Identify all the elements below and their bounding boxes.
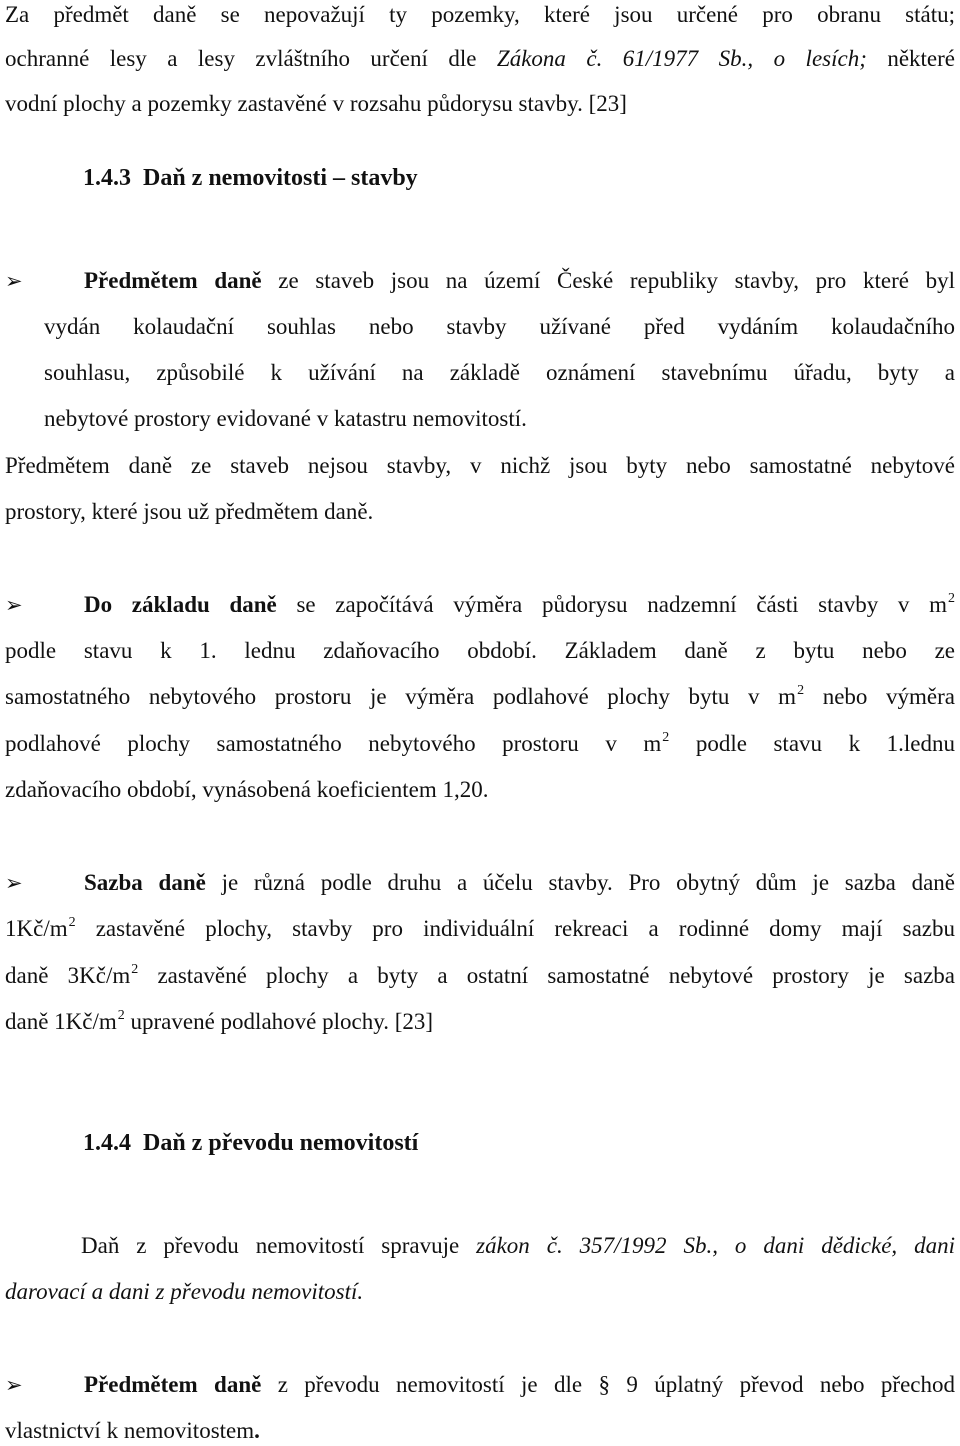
intro-line-1: Za předmět daně se nepovažují ty pozemky, které jsou určené pro obranu státu;	[5, 2, 955, 27]
law-reference-transfer-title-cont: darovací a dani z převodu nemovitostí.	[5, 1279, 364, 1304]
rate-line-2-text: 1Kč/m	[5, 916, 68, 941]
rate-line-2-end: zastavěné plochy, stavby pro individuální rekreaci a rodinné domy mají sazbu	[75, 916, 955, 941]
base-line-3-text: samostatného nebytového prostoru je výměra podlahové plochy bytu v m	[5, 684, 797, 709]
bullet-arrow-icon: ➢	[5, 269, 23, 293]
law-reference-forests-title: , o lesích;	[747, 46, 867, 71]
superscript: 2	[117, 1008, 125, 1023]
base-line-5: zdaňovacího období, vynásobená koeficientem 1,20.	[5, 777, 489, 802]
intro-line-2-end: některé	[866, 46, 956, 71]
subject-line-1	[84, 266, 955, 296]
subject-line-2: vydán kolaudační souhlas nebo stavby užívané před vydáním kolaudačního	[44, 314, 955, 339]
base-lead: Do základu daně	[84, 592, 277, 617]
section-title: Daň z převodu nemovitostí	[143, 1130, 419, 1156]
superscript: 2	[797, 683, 805, 698]
subject-line-3: souhlasu, způsobilé k užívání na základě oznámení stavebnímu úřadu, byty a	[44, 360, 955, 385]
base-line-4	[5, 729, 955, 763]
rate-line-3-text: daně 3Kč/m	[5, 963, 131, 988]
section-number: 1.4.4	[83, 1130, 131, 1156]
rate-line-4-text: daně 1Kč/m	[5, 1009, 117, 1034]
rate-lead: Sazba daně	[84, 870, 206, 895]
bullet-arrow-icon: ➢	[5, 593, 23, 617]
bullet-arrow-icon: ➢	[5, 1373, 23, 1397]
subject-line-1-text: ze staveb jsou na území České republiky stavby, pro které byl	[261, 268, 955, 293]
section-heading-1-4-3	[83, 163, 418, 193]
superscript: 2	[68, 915, 76, 930]
superscript: 2	[131, 962, 139, 977]
rate-line-4	[5, 1007, 433, 1041]
subject-line-4: nebytové prostory evidované v katastru nemovitostí.	[44, 406, 527, 431]
transfer-line-1	[81, 1231, 955, 1261]
base-line-1-text: se započítává výměra půdorysu nadzemní části stavby v m	[276, 592, 947, 617]
superscript: 2	[948, 591, 955, 606]
base-line-2: podle stavu k 1. lednu zdaňovacího období. Základem daně z bytu nebo ze	[5, 638, 955, 663]
transfer-subject-line-2-text: vlastnictví k nemovitostem	[5, 1418, 255, 1443]
rate-line-1-text: je různá podle druhu a účelu stavby. Pro obytný dům je sazba daně	[205, 870, 955, 895]
exclusion-line-2: prostory, které jsou už předmětem daně.	[5, 499, 374, 524]
intro-line-2	[5, 44, 955, 74]
rate-line-3	[5, 961, 955, 995]
intro-line-3: vodní plochy a pozemky zastavěné v rozsahu půdorysu stavby. [23]	[5, 91, 627, 116]
rate-line-3-end: zastavěné plochy a byty a ostatní samostatné nebytové prostory je sazba	[138, 963, 955, 988]
base-line-4-text: podlahové plochy samostatného nebytového prostoru v m	[5, 731, 662, 756]
law-reference-forests: Zákona č. 61/1977 Sb.	[496, 46, 748, 71]
transfer-subject-line-1-text: z převodu nemovitostí je dle § 9 úplatný převod nebo přechod	[261, 1372, 955, 1397]
subject-lead: Předmětem daně	[84, 268, 262, 293]
rate-line-2	[5, 914, 955, 948]
base-line-1	[84, 590, 955, 624]
transfer-line-1-text: Daň z převodu nemovitostí spravuje	[81, 1233, 477, 1258]
base-line-4-end: podle stavu k 1.lednu	[669, 731, 955, 756]
superscript: 2	[662, 730, 670, 745]
rate-line-4-end: upravené podlahové plochy. [23]	[124, 1009, 434, 1034]
exclusion-line-1: Předmětem daně ze staveb nejsou stavby, v nichž jsou byty nebo samostatné nebytové	[5, 453, 955, 478]
law-reference-transfer-title: , o dani dědické, dani	[712, 1233, 956, 1258]
intro-line-2-text: ochranné lesy a lesy zvláštního určení dle	[5, 46, 497, 71]
period: .	[254, 1418, 260, 1443]
law-reference-transfer: zákon č. 357/1992 Sb.	[476, 1233, 713, 1258]
section-heading-1-4-4	[83, 1128, 418, 1158]
base-line-3	[5, 682, 955, 716]
rate-line-1	[84, 868, 955, 898]
transfer-subject-lead: Předmětem daně	[84, 1372, 262, 1397]
section-title: Daň z nemovitosti – stavby	[143, 165, 418, 191]
bullet-arrow-icon: ➢	[5, 871, 23, 895]
transfer-line-2	[5, 1277, 363, 1307]
section-number: 1.4.3	[83, 165, 131, 191]
base-line-3-end: nebo výměra	[804, 684, 955, 709]
transfer-subject-line-1	[84, 1370, 955, 1400]
